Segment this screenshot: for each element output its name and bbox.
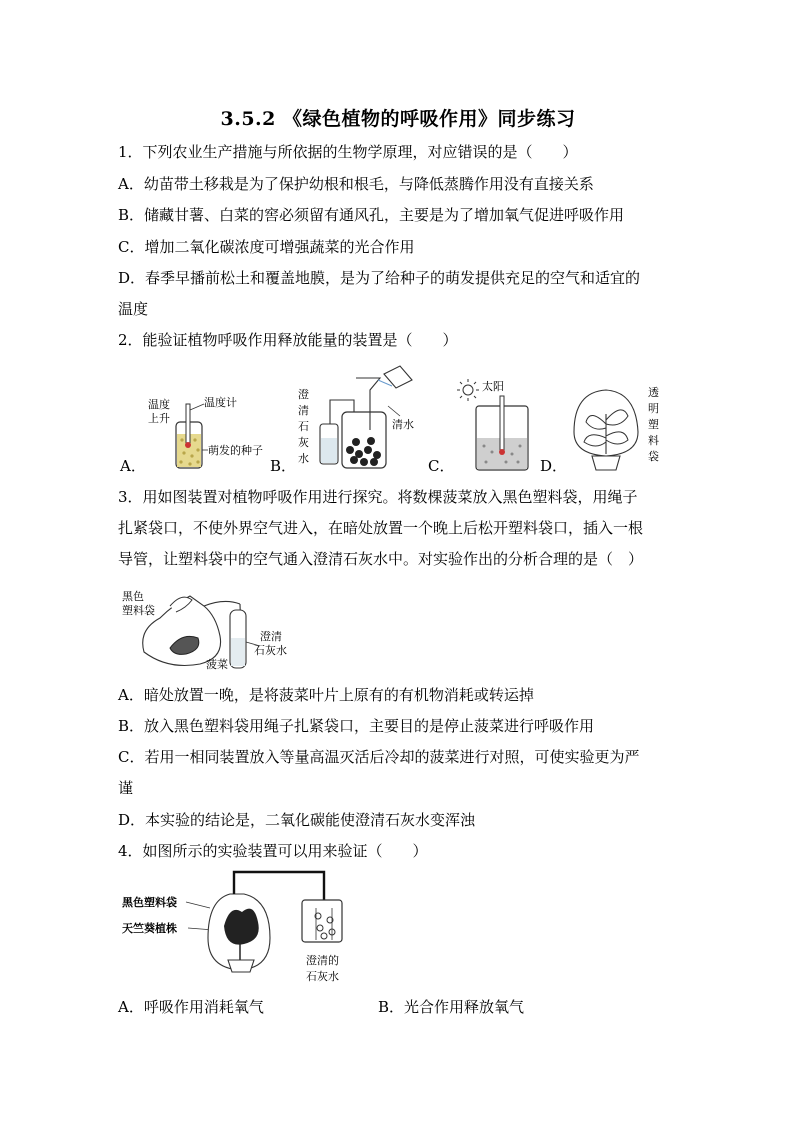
q2-stem: 2．能验证植物呼吸作用释放能量的装置是（ ）: [118, 331, 458, 349]
q3-figure: [120, 586, 310, 672]
q2-option-d-label: D．: [540, 457, 568, 475]
q2-fig-d-v2: 明: [648, 402, 659, 415]
q4-option-a: A．呼吸作用消耗氧气: [118, 998, 264, 1016]
q4-fig-label-lime1: 澄清的: [306, 954, 339, 967]
q3-option-a: A．暗处放置一晚，是将菠菜叶片上原有的有机物消耗或转运掉: [118, 686, 534, 704]
q2-figure-b: [296, 360, 416, 474]
q2-option-b-label: B．: [270, 457, 297, 475]
q3-stem-line3: 导管，让塑料袋中的空气通入澄清石灰水中。对实验作出的分析合理的是（ ）: [118, 550, 644, 568]
q4-fig-label-plant: 天竺葵植株: [122, 922, 177, 935]
q3-fig-label-spinach: 菠菜: [206, 658, 228, 671]
q2-fig-b-v5: 水: [298, 452, 309, 465]
q1-option-d: D．春季早播前松土和覆盖地膜，是为了给种子的萌发提供充足的空气和适宜的: [118, 269, 641, 287]
q2-fig-a-label-rise: 上升: [148, 412, 170, 425]
q2-fig-a-label-seeds: 萌发的种子: [208, 444, 263, 457]
q3-fig-label-bag1: 黑色: [122, 590, 144, 603]
q2-figure-a: [146, 390, 263, 474]
q1-option-d-cont: 温度: [118, 300, 149, 318]
q3-fig-label-lime1: 澄清: [260, 630, 282, 643]
q3-fig-label-lime2: 石灰水: [254, 644, 287, 657]
q3-fig-label-bag2: 塑料袋: [122, 604, 155, 617]
q3-option-c-cont: 谨: [118, 779, 134, 797]
q3-option-b: B．放入黑色塑料袋用绳子扎紧袋口，主要目的是停止菠菜进行呼吸作用: [118, 717, 595, 735]
q2-fig-a-label-temp: 温度: [148, 398, 170, 411]
q2-figure-c: [456, 376, 546, 474]
q1-option-a: A．幼苗带土移栽是为了保护幼根和根毛，与降低蒸腾作用没有直接关系: [118, 175, 594, 193]
q2-fig-b-v2: 清: [298, 404, 309, 417]
q2-option-a-label: A．: [120, 457, 146, 475]
q4-fig-label-lime2: 石灰水: [306, 970, 339, 983]
q2-fig-b-v1: 澄: [298, 388, 309, 401]
q3-stem-line2: 扎紧袋口，不使外界空气进入，在暗处放置一个晚上后松开塑料袋口，插入一根: [118, 519, 644, 537]
q2-fig-d-v5: 袋: [648, 450, 659, 463]
q3-option-c: C．若用一相同装置放入等量高温灭活后冷却的菠菜进行对照，可使实验更为严: [118, 748, 640, 766]
q2-fig-b-v3: 石: [298, 420, 309, 433]
q4-fig-label-bag: 黑色塑料袋: [122, 896, 177, 909]
q4-stem: 4．如图所示的实验装置可以用来验证（ ）: [118, 842, 428, 860]
q1-stem: 1．下列农业生产措施与所依据的生物学原理，对应错误的是（ ）: [118, 143, 578, 161]
page-title: 3.5.2 《绿色植物的呼吸作用》同步练习: [220, 108, 576, 130]
q2-fig-d-v4: 料: [648, 434, 659, 447]
q2-fig-d-v3: 塑: [648, 418, 659, 431]
q2-fig-b-v4: 灰: [298, 436, 309, 449]
q4-option-b: B．光合作用释放氧气: [378, 998, 525, 1016]
q2-fig-c-label-sun: 太阳: [482, 380, 504, 393]
q3-option-d: D．本实验的结论是，二氧化碳能使澄清石灰水变浑浊: [118, 811, 476, 829]
q2-figure-d: [566, 384, 666, 474]
q2-fig-b-label-water: 清水: [392, 418, 414, 431]
q2-fig-a-label-thermometer: 温度计: [204, 396, 237, 409]
q4-figure: [120, 868, 360, 992]
q1-option-b: B．储藏甘薯、白菜的窖必须留有通风孔，主要是为了增加氧气促进呼吸作用: [118, 206, 625, 224]
q2-fig-d-v1: 透: [648, 386, 659, 399]
q2-option-c-label: C．: [428, 457, 455, 475]
q1-option-c: C．增加二氧化碳浓度可增强蔬菜的光合作用: [118, 238, 415, 256]
q3-stem-line1: 3．用如图装置对植物呼吸作用进行探究。将数棵菠菜放入黑色塑料袋，用绳子: [118, 488, 638, 506]
